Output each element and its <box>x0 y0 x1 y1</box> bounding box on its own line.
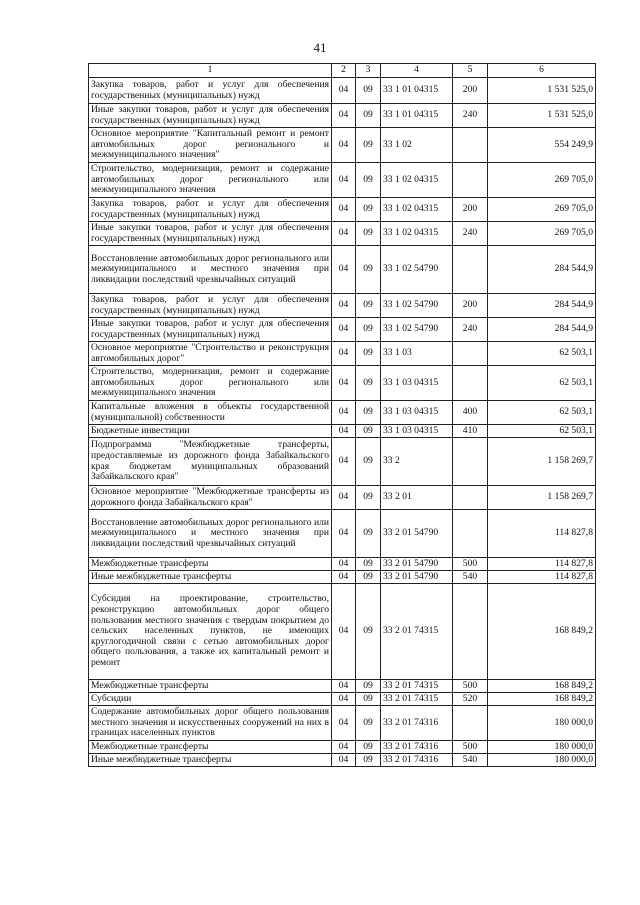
row-section-code: 04 <box>332 425 356 438</box>
row-amount: 168 849,2 <box>488 680 596 693</box>
row-expense-type <box>453 163 488 198</box>
row-description: Строительство, модернизация, ремонт и содержание автомобильных дорог регионального или межмуниципального значения <box>89 366 332 401</box>
row-section-code: 04 <box>332 754 356 767</box>
row-subsection-code: 09 <box>356 486 381 510</box>
row-description: Межбюджетные трансферты <box>89 741 332 754</box>
row-subsection-code: 09 <box>356 222 381 246</box>
row-subsection-code: 09 <box>356 128 381 163</box>
row-amount: 168 849,2 <box>488 584 596 680</box>
table-row <box>89 198 596 222</box>
column-header-4: 4 <box>381 64 453 78</box>
row-description: Иные закупки товаров, работ и услуг для обеспечения государственных (муниципальных) нужд <box>89 222 332 246</box>
row-subsection-code: 09 <box>356 294 381 318</box>
row-description: Иные межбюджетные трансферты <box>89 571 332 584</box>
row-target-article: 33 1 02 04315 <box>381 222 453 246</box>
row-subsection-code: 09 <box>356 401 381 425</box>
row-subsection-code: 09 <box>356 104 381 128</box>
table-row <box>89 163 596 198</box>
row-subsection-code: 09 <box>356 693 381 706</box>
table-body <box>89 78 596 767</box>
row-expense-type: 410 <box>453 425 488 438</box>
table-row <box>89 425 596 438</box>
row-amount: 1 158 269,7 <box>488 486 596 510</box>
row-amount: 114 827,8 <box>488 571 596 584</box>
row-description: Содержание автомобильных дорог общего пользования местного значения и искусственных сооружений на них в границах населенных пунктов <box>89 706 332 741</box>
row-description: Основное мероприятие "Строительство и реконструкция автомобильных дорог" <box>89 342 332 366</box>
row-section-code: 04 <box>332 558 356 571</box>
row-section-code: 04 <box>332 128 356 163</box>
row-target-article: 33 2 01 74315 <box>381 693 453 706</box>
row-expense-type: 540 <box>453 754 488 767</box>
row-target-article: 33 1 03 04315 <box>381 425 453 438</box>
row-subsection-code: 09 <box>356 78 381 104</box>
row-section-code: 04 <box>332 438 356 486</box>
table-row <box>89 693 596 706</box>
row-section-code: 04 <box>332 741 356 754</box>
row-amount: 114 827,8 <box>488 558 596 571</box>
page-number: 41 <box>313 40 327 55</box>
row-amount: 180 000,0 <box>488 754 596 767</box>
row-expense-type: 200 <box>453 294 488 318</box>
row-description: Восстановление автомобильных дорог регионального или межмуниципального и местного значения при ликвидации последствий чрезвычайных ситуаций <box>89 510 332 558</box>
table-row <box>89 78 596 104</box>
row-amount: 269 705,0 <box>488 163 596 198</box>
table-row <box>89 584 596 680</box>
table-row <box>89 128 596 163</box>
budget-table <box>88 63 596 767</box>
row-description: Подпрограмма "Межбюджетные трансферты, предоставляемые из дорожного фонда Забайкальского края бюджетам муниципальных образований Забайкальского края" <box>89 438 332 486</box>
row-amount: 114 827,8 <box>488 510 596 558</box>
row-amount: 1 158 269,7 <box>488 438 596 486</box>
row-section-code: 04 <box>332 680 356 693</box>
row-amount: 269 705,0 <box>488 222 596 246</box>
row-target-article: 33 1 02 54790 <box>381 318 453 342</box>
row-target-article: 33 2 01 74315 <box>381 584 453 680</box>
row-section-code: 04 <box>332 401 356 425</box>
row-subsection-code: 09 <box>356 510 381 558</box>
column-header-6: 6 <box>488 64 596 78</box>
row-amount: 269 705,0 <box>488 198 596 222</box>
row-expense-type: 240 <box>453 104 488 128</box>
row-subsection-code: 09 <box>356 425 381 438</box>
row-expense-type <box>453 438 488 486</box>
row-amount: 62 503,1 <box>488 366 596 401</box>
row-section-code: 04 <box>332 510 356 558</box>
row-description: Иные межбюджетные трансферты <box>89 754 332 767</box>
row-section-code: 04 <box>332 366 356 401</box>
row-target-article: 33 1 03 <box>381 342 453 366</box>
row-target-article: 33 1 02 04315 <box>381 163 453 198</box>
row-section-code: 04 <box>332 584 356 680</box>
row-amount: 1 531 525,0 <box>488 104 596 128</box>
table-row <box>89 741 596 754</box>
row-section-code: 04 <box>332 693 356 706</box>
row-section-code: 04 <box>332 318 356 342</box>
row-subsection-code: 09 <box>356 163 381 198</box>
row-section-code: 04 <box>332 571 356 584</box>
row-subsection-code: 09 <box>356 741 381 754</box>
row-expense-type <box>453 584 488 680</box>
row-target-article: 33 1 01 04315 <box>381 104 453 128</box>
column-header-2: 2 <box>332 64 356 78</box>
row-section-code: 04 <box>332 163 356 198</box>
row-amount: 284 544,9 <box>488 294 596 318</box>
row-description: Иные закупки товаров, работ и услуг для обеспечения государственных (муниципальных) нужд <box>89 318 332 342</box>
row-subsection-code: 09 <box>356 318 381 342</box>
table-row <box>89 401 596 425</box>
row-expense-type <box>453 486 488 510</box>
row-expense-type: 500 <box>453 558 488 571</box>
row-section-code: 04 <box>332 706 356 741</box>
row-amount: 62 503,1 <box>488 425 596 438</box>
row-expense-type: 500 <box>453 680 488 693</box>
row-target-article: 33 1 02 <box>381 128 453 163</box>
table-row <box>89 486 596 510</box>
table-row <box>89 438 596 486</box>
row-amount: 168 849,2 <box>488 693 596 706</box>
row-section-code: 04 <box>332 222 356 246</box>
row-expense-type <box>453 366 488 401</box>
row-description: Субсидии <box>89 693 332 706</box>
row-description: Основное мероприятие "Межбюджетные трансферты из дорожного фонда Забайкальского края" <box>89 486 332 510</box>
row-description: Закупка товаров, работ и услуг для обеспечения государственных (муниципальных) нужд <box>89 294 332 318</box>
row-target-article: 33 2 01 <box>381 486 453 510</box>
row-section-code: 04 <box>332 198 356 222</box>
row-section-code: 04 <box>332 246 356 294</box>
row-section-code: 04 <box>332 104 356 128</box>
row-expense-type <box>453 342 488 366</box>
row-subsection-code: 09 <box>356 680 381 693</box>
row-subsection-code: 09 <box>356 246 381 294</box>
row-target-article: 33 2 01 54790 <box>381 571 453 584</box>
row-section-code: 04 <box>332 78 356 104</box>
row-description: Капитальные вложения в объекты государственной (муниципальной) собственности <box>89 401 332 425</box>
row-target-article: 33 2 01 54790 <box>381 558 453 571</box>
row-description: Закупка товаров, работ и услуг для обеспечения государственных (муниципальных) нужд <box>89 78 332 104</box>
row-amount: 180 000,0 <box>488 741 596 754</box>
row-subsection-code: 09 <box>356 342 381 366</box>
row-expense-type: 540 <box>453 571 488 584</box>
row-description: Основное мероприятие "Капитальный ремонт и ремонт автомобильных дорог регионального и межмуниципального значения" <box>89 128 332 163</box>
row-description: Бюджетные инвестиции <box>89 425 332 438</box>
row-target-article: 33 1 01 04315 <box>381 78 453 104</box>
row-target-article: 33 2 01 74316 <box>381 706 453 741</box>
row-subsection-code: 09 <box>356 366 381 401</box>
row-description: Субсидия на проектирование, строительство, реконструкцию автомобильных дорог общего пользования местного значения с твердым покрытием до сельских населенных пунктов, не имеющих круглогодичной связи с сетью автомобильных дорог общего пользования, а также их капитальный ремонт и ремонт <box>89 584 332 680</box>
table-row <box>89 510 596 558</box>
row-description: Иные закупки товаров, работ и услуг для обеспечения государственных (муниципальных) нужд <box>89 104 332 128</box>
row-subsection-code: 09 <box>356 198 381 222</box>
row-subsection-code: 09 <box>356 584 381 680</box>
row-description: Строительство, модернизация, ремонт и содержание автомобильных дорог регионального или межмуниципального значения <box>89 163 332 198</box>
table-row <box>89 318 596 342</box>
row-expense-type <box>453 246 488 294</box>
row-description: Закупка товаров, работ и услуг для обеспечения государственных (муниципальных) нужд <box>89 198 332 222</box>
row-target-article: 33 2 01 74316 <box>381 754 453 767</box>
column-header-5: 5 <box>453 64 488 78</box>
row-expense-type: 400 <box>453 401 488 425</box>
row-target-article: 33 1 02 54790 <box>381 246 453 294</box>
row-amount: 554 249,9 <box>488 128 596 163</box>
table-row <box>89 366 596 401</box>
row-expense-type <box>453 706 488 741</box>
row-expense-type: 240 <box>453 222 488 246</box>
column-header-1: 1 <box>89 64 332 78</box>
row-target-article: 33 2 <box>381 438 453 486</box>
row-target-article: 33 1 03 04315 <box>381 401 453 425</box>
row-subsection-code: 09 <box>356 438 381 486</box>
row-target-article: 33 1 03 04315 <box>381 366 453 401</box>
row-target-article: 33 2 01 74316 <box>381 741 453 754</box>
row-subsection-code: 09 <box>356 706 381 741</box>
row-section-code: 04 <box>332 342 356 366</box>
table-row <box>89 104 596 128</box>
row-description: Межбюджетные трансферты <box>89 558 332 571</box>
row-expense-type: 200 <box>453 198 488 222</box>
row-expense-type: 520 <box>453 693 488 706</box>
column-header-3: 3 <box>356 64 381 78</box>
table-row <box>89 246 596 294</box>
row-expense-type: 200 <box>453 78 488 104</box>
table-row <box>89 294 596 318</box>
row-amount: 62 503,1 <box>488 401 596 425</box>
row-description: Восстановление автомобильных дорог регионального или межмуниципального и местного значения при ликвидации последствий чрезвычайных ситуаций <box>89 246 332 294</box>
row-amount: 284 544,9 <box>488 318 596 342</box>
table-row <box>89 571 596 584</box>
row-section-code: 04 <box>332 294 356 318</box>
row-description: Межбюджетные трансферты <box>89 680 332 693</box>
row-expense-type: 500 <box>453 741 488 754</box>
row-target-article: 33 2 01 74315 <box>381 680 453 693</box>
row-amount: 180 000,0 <box>488 706 596 741</box>
row-section-code: 04 <box>332 486 356 510</box>
row-amount: 1 531 525,0 <box>488 78 596 104</box>
row-subsection-code: 09 <box>356 558 381 571</box>
table-row <box>89 754 596 767</box>
row-target-article: 33 1 02 54790 <box>381 294 453 318</box>
row-target-article: 33 1 02 04315 <box>381 198 453 222</box>
row-target-article: 33 2 01 54790 <box>381 510 453 558</box>
row-expense-type <box>453 510 488 558</box>
row-amount: 284 544,9 <box>488 246 596 294</box>
row-expense-type: 240 <box>453 318 488 342</box>
row-subsection-code: 09 <box>356 754 381 767</box>
table-row <box>89 222 596 246</box>
table-row <box>89 558 596 571</box>
row-expense-type <box>453 128 488 163</box>
table-row <box>89 706 596 741</box>
table-row <box>89 342 596 366</box>
row-subsection-code: 09 <box>356 571 381 584</box>
table-header-row <box>89 64 596 78</box>
row-amount: 62 503,1 <box>488 342 596 366</box>
table-row <box>89 680 596 693</box>
